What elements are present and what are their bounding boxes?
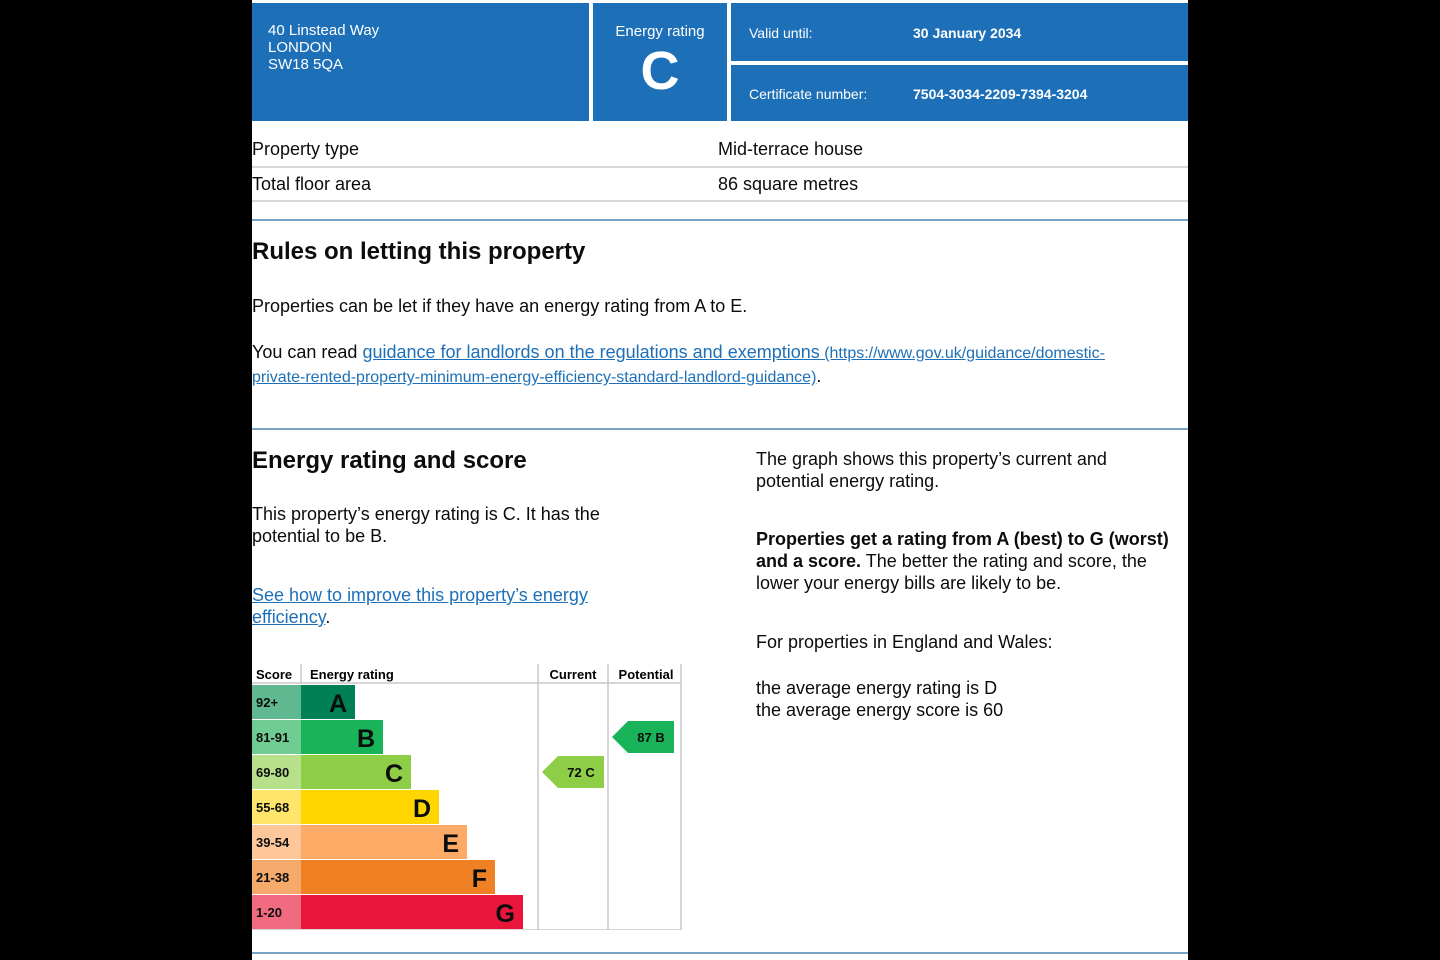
rules-heading: Rules on letting this property bbox=[252, 238, 586, 265]
improve-link-line-2: efficiency bbox=[252, 607, 326, 627]
rating-letter-e: E bbox=[442, 830, 459, 858]
energy-summary-line-1: This property’s energy rating is C. It has the bbox=[252, 504, 600, 524]
energy-summary-line-2: potential to be B. bbox=[252, 526, 388, 546]
rating-letter-c: C bbox=[384, 760, 403, 788]
rating-letter-a: A bbox=[328, 690, 347, 718]
certificate-number-row bbox=[731, 65, 1188, 121]
section-divider bbox=[252, 952, 1188, 954]
address-line-3: SW18 5QA bbox=[268, 56, 344, 73]
england-wales-label: For properties in England and Wales: bbox=[756, 632, 1053, 652]
energy-rating-panel bbox=[593, 3, 727, 121]
rating-scale-rest-2: The better the rating and score, the bbox=[861, 551, 1147, 571]
summary-label: Property type bbox=[252, 139, 360, 159]
landlord-guidance-link[interactable] bbox=[252, 342, 1105, 386]
energy-rating-letter: C bbox=[640, 41, 680, 101]
rules-guidance-prefix: You can read bbox=[252, 342, 363, 362]
rating-letter-f: F bbox=[471, 865, 487, 893]
rating-bar-g bbox=[301, 895, 523, 929]
energy-rating-chart bbox=[252, 664, 684, 930]
score-range-label: 39-54 bbox=[256, 835, 290, 850]
rating-scale-bold-2: and a score. bbox=[756, 551, 862, 571]
improve-suffix: . bbox=[325, 607, 331, 627]
landlord-guidance-url-2: private-rented-property-minimum-energy-efficiency-standard-landlord-guidance) bbox=[252, 369, 817, 386]
summary-label: Total floor area bbox=[252, 174, 372, 194]
potential-rating-label: 87 B bbox=[637, 730, 665, 745]
certificate-number-value: 7504-3034-2209-7394-3204 bbox=[913, 86, 1088, 102]
chart-header-score: Score bbox=[256, 667, 293, 682]
current-rating-label: 72 C bbox=[567, 765, 595, 780]
graph-explanation-line-2: potential energy rating. bbox=[756, 471, 940, 491]
score-range-label: 55-68 bbox=[256, 800, 290, 815]
chart-header-rating: Energy rating bbox=[310, 667, 394, 682]
landlord-guidance-link-text: guidance for landlords on the regulations and exemptions bbox=[362, 342, 820, 362]
improve-link-line-1: See how to improve this property’s energy bbox=[252, 585, 588, 605]
energy-heading: Energy rating and score bbox=[252, 447, 527, 474]
rules-guidance-paragraph bbox=[252, 341, 1188, 389]
valid-until-row bbox=[731, 3, 1188, 61]
valid-until-label: Valid until: bbox=[749, 25, 813, 41]
address-line-2: LONDON bbox=[268, 39, 333, 56]
rules-guidance-suffix: . bbox=[816, 366, 822, 386]
rating-letter-b: B bbox=[356, 725, 375, 753]
summary-value: 86 square metres bbox=[718, 174, 859, 194]
average-rating-line: the average energy rating is D bbox=[756, 678, 998, 698]
section-divider bbox=[252, 428, 1188, 430]
address-panel bbox=[252, 3, 589, 121]
graph-explanation-line-1: The graph shows this property’s current and bbox=[756, 449, 1107, 469]
valid-until-value: 30 January 2034 bbox=[913, 25, 1022, 41]
graph-explanation bbox=[756, 448, 1188, 492]
chart-header-potential: Potential bbox=[618, 667, 674, 682]
rating-letter-d: D bbox=[412, 795, 431, 823]
summary-value: Mid-terrace house bbox=[718, 139, 864, 159]
landlord-guidance-url-1: (https://www.gov.uk/guidance/domestic- bbox=[819, 345, 1105, 362]
certificate-number-label: Certificate number: bbox=[749, 86, 868, 102]
score-range-label: 81-91 bbox=[256, 730, 290, 745]
improve-efficiency-link[interactable] bbox=[252, 585, 588, 627]
score-range-label: 69-80 bbox=[256, 765, 290, 780]
epc-certificate bbox=[252, 0, 1188, 960]
score-range-label: 1-20 bbox=[256, 905, 283, 920]
score-range-label: 21-38 bbox=[256, 870, 290, 885]
rating-scale-line-3: lower your energy bills are likely to be. bbox=[756, 573, 1062, 593]
certificate-info-panel bbox=[731, 3, 1188, 121]
score-range-label: 92+ bbox=[256, 695, 279, 710]
energy-summary-paragraph bbox=[252, 503, 692, 547]
rating-scale-explanation bbox=[756, 528, 1188, 594]
rating-letter-g: G bbox=[495, 900, 515, 928]
chart-header-current: Current bbox=[549, 667, 597, 682]
energy-rating-label: Energy rating bbox=[615, 23, 705, 40]
improve-paragraph bbox=[252, 584, 692, 628]
rules-paragraph: Properties can be let if they have an energy rating from A to E. bbox=[252, 296, 748, 316]
rating-scale-bold-1: Properties get a rating from A (best) to G (worst) bbox=[756, 529, 1169, 549]
summary-row-property-type bbox=[252, 133, 1188, 168]
rating-bar-f bbox=[301, 860, 495, 894]
average-rating-paragraph bbox=[756, 677, 1188, 721]
summary-row-floor-area bbox=[252, 167, 1188, 202]
address-line-1: 40 Linstead Way bbox=[268, 22, 380, 39]
average-score-line: the average energy score is 60 bbox=[756, 700, 1004, 720]
section-divider bbox=[252, 219, 1188, 221]
